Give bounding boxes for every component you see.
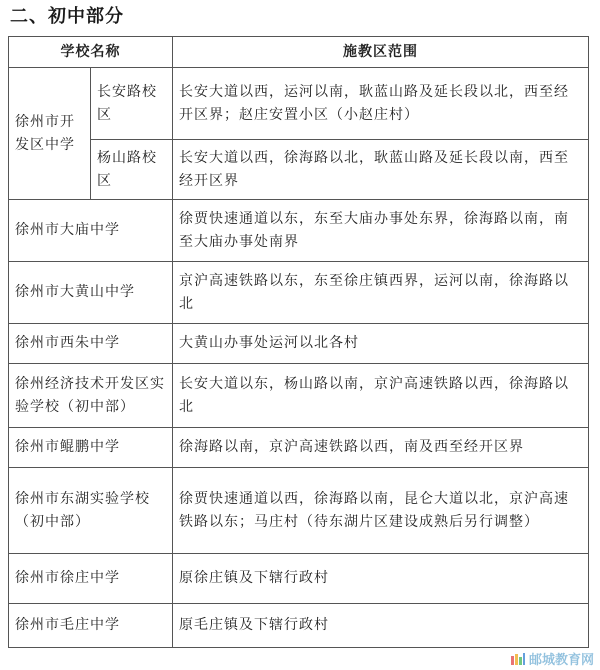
table-row — [9, 364, 589, 428]
watermark-text: 邮城教育网 — [528, 653, 594, 668]
school-name-cell: 徐州经济技术开发区实验学校（初中部） — [9, 364, 173, 428]
range-cell: 长安大道以西，徐海路以北，耿蓝山路及延长段以南，西至经开区界 — [173, 140, 589, 200]
school-name-cell: 徐州市开发区中学 — [9, 68, 91, 200]
campus-name-cell: 长安路校区 — [91, 68, 173, 140]
range-cell: 原毛庄镇及下辖行政村 — [173, 604, 589, 648]
campus-name-cell: 杨山路校区 — [91, 140, 173, 200]
table-row — [9, 554, 589, 604]
range-cell: 原徐庄镇及下辖行政村 — [173, 554, 589, 604]
school-name-cell: 徐州市西朱中学 — [9, 324, 173, 364]
range-cell: 徐海路以南，京沪高速铁路以西，南及西至经开区界 — [173, 428, 589, 468]
school-name-cell: 徐州市鲲鹏中学 — [9, 428, 173, 468]
table-row — [9, 140, 589, 200]
header-school-name: 学校名称 — [9, 37, 173, 68]
range-cell: 长安大道以西，运河以南，耿蓝山路及延长段以北，西至经开区界；赵庄安置小区（小赵庄村） — [173, 68, 589, 140]
table-row — [9, 262, 589, 324]
table-header-row — [9, 37, 589, 68]
range-cell: 徐贾快速通道以东，东至大庙办事处东界，徐海路以南，南至大庙办事处南界 — [173, 200, 589, 262]
school-name-cell: 徐州市大庙中学 — [9, 200, 173, 262]
range-cell: 徐贾快速通道以西，徐海路以南，昆仑大道以北，京沪高速铁路以东；马庄村（待东湖片区建设成熟后另行调整） — [173, 468, 589, 554]
section-title: 二、初中部分 — [10, 6, 124, 27]
table-row — [9, 468, 589, 554]
range-cell: 京沪高速铁路以东，东至徐庄镇西界，运河以南，徐海路以北 — [173, 262, 589, 324]
range-cell: 长安大道以东，杨山路以南，京沪高速铁路以西，徐海路以北 — [173, 364, 589, 428]
header-range: 施教区范围 — [173, 37, 589, 68]
school-name-cell: 徐州市大黄山中学 — [9, 262, 173, 324]
table-row — [9, 200, 589, 262]
watermark — [510, 649, 594, 668]
table-row — [9, 324, 589, 364]
school-name-cell: 徐州市毛庄中学 — [9, 604, 173, 648]
table-row — [9, 68, 589, 140]
school-name-cell: 徐州市徐庄中学 — [9, 554, 173, 604]
school-zone-table — [8, 36, 589, 648]
table-row — [9, 604, 589, 648]
watermark-logo-icon — [510, 652, 526, 666]
table-row — [9, 428, 589, 468]
school-name-cell: 徐州市东湖实验学校（初中部） — [9, 468, 173, 554]
range-cell: 大黄山办事处运河以北各村 — [173, 324, 589, 364]
